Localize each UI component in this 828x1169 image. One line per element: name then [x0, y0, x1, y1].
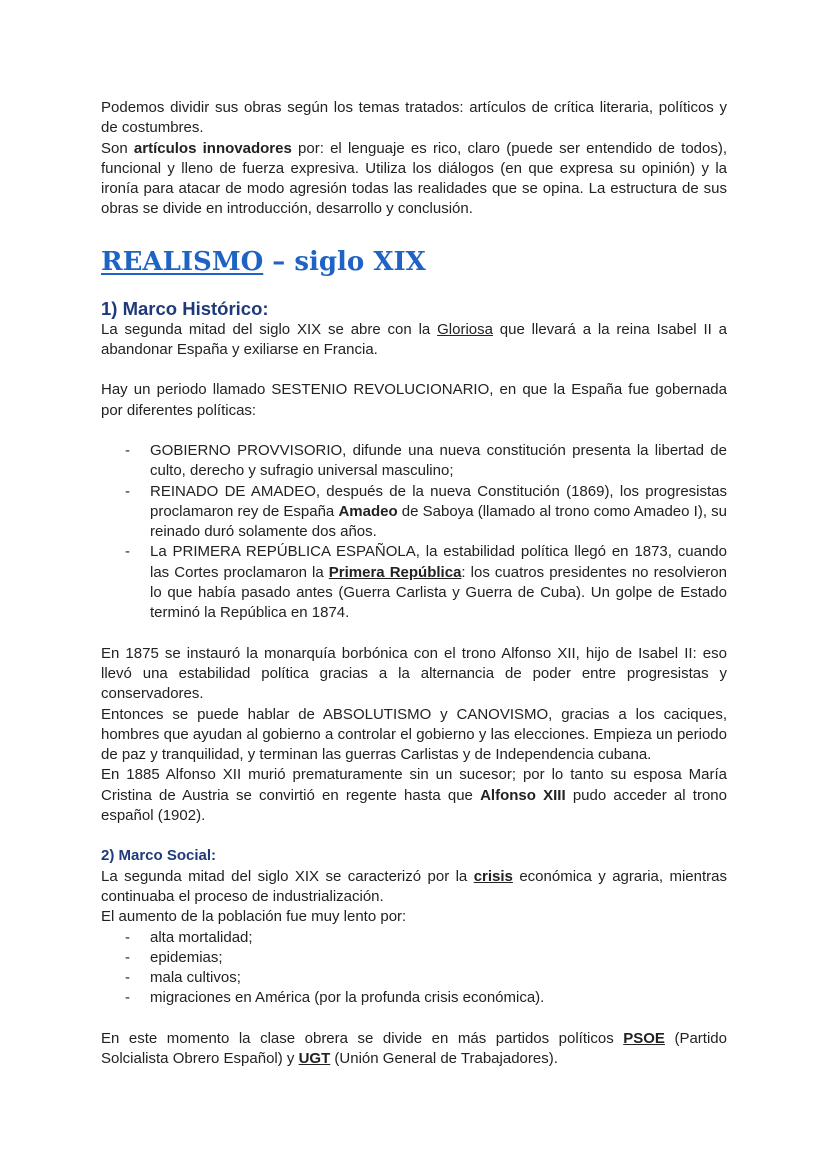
- crisis-link[interactable]: crisis: [473, 867, 513, 885]
- spacer: [101, 624, 727, 644]
- primera-republica-link[interactable]: Primera República: [328, 563, 462, 581]
- social-paragraph-2: El aumento de la población fue muy lento por:: [101, 908, 407, 926]
- ugt-link[interactable]: UGT: [298, 1049, 331, 1067]
- social-list: [101, 928, 727, 1009]
- text-run: (Partido Solcialista Obrero Español) y: [101, 1029, 727, 1067]
- list-item: - migraciones en América (por la profunda crisis económica).: [101, 988, 727, 1008]
- text-run: Son: [101, 139, 134, 157]
- historico-paragraph-1: [101, 320, 727, 361]
- list-item: - alta mortalidad;: [101, 928, 727, 948]
- historico-paragraph-2: Hay un periodo llamado SESTENIO REVOLUCIONARIO, en que la España fue gobernada por diferentes políticas:: [101, 381, 727, 419]
- text-run: de Saboya (llamado al trono como Amadeo I), su reinado duró solamente dos años.: [150, 502, 727, 541]
- bold-text: artículos innovadores: [133, 139, 292, 157]
- list-item: - epidemias;: [101, 948, 727, 968]
- text-run: En este momento la clase obrera se divide en más partidos políticos: [101, 1029, 624, 1047]
- text-run: que llevará a la reina Isabel II a abandonar España y exiliarse en Francia.: [101, 320, 727, 359]
- list-item: - mala cultivos;: [101, 968, 727, 988]
- historico-list: [101, 441, 727, 624]
- list-item: [101, 482, 727, 543]
- historico-paragraph-3: En 1875 se instauró la monarquía borbónica con el trono Alfonso XII, hijo de Isabel II: eso llevó una estabilidad política gracias a la alternancia de poder entre progresistas y conservadores.: [101, 644, 727, 703]
- intro-paragraph-2: [101, 139, 727, 220]
- text-run: REINADO DE AMADEO, después de la nueva Constitución (1869), los progresistas proclamaron rey de España: [150, 482, 727, 520]
- list-item: [101, 542, 727, 623]
- section-title: [101, 242, 727, 282]
- text-run: En 1885 Alfonso XII murió prematuramente sin un sucesor; por lo tanto su esposa María Cristina de Austria se convirtió en regente hasta que: [101, 766, 727, 804]
- spacer: [101, 1009, 727, 1029]
- psoe-link[interactable]: PSOE: [623, 1029, 665, 1047]
- historico-paragraph-4: Entonces se puede hablar de ABSOLUTISMO y CANOVISMO, gracias a los caciques, hombres que ayudan al gobierno a controlar el gobierno y las elecciones. Empieza un periodo de paz y tranquilidad, y terminan las guerras Carlistas y de Independencia cubana.: [101, 705, 727, 764]
- heading-marco-historico: 1) Marco Histórico:: [101, 297, 269, 319]
- text-run: (Unión General de Trabajadores).: [330, 1049, 558, 1067]
- spacer: [101, 421, 727, 441]
- spacer: [101, 826, 727, 846]
- intro-paragraph-1: Podemos dividir sus obras según los temas tratados: artículos de crítica literaria, políticos y de costumbres.: [101, 99, 727, 137]
- text-run: La PRIMERA REPÚBLICA ESPAÑOLA, la estabilidad política llegó en 1873, cuando las Cortes proclamaron la: [150, 543, 727, 581]
- heading-marco-social: 2) Marco Social:: [101, 847, 217, 865]
- document-body: [101, 98, 727, 1069]
- title-link[interactable]: REALISMO: [101, 246, 264, 277]
- bold-text: Amadeo: [338, 502, 398, 520]
- text-run: pudo acceder al trono español (1902).: [101, 786, 727, 825]
- historico-paragraph-5: [101, 765, 727, 826]
- title-rest: – siglo XIX: [263, 246, 426, 277]
- text-run: económica y agraria, mientras continuaba el proceso de industrialización.: [101, 867, 727, 905]
- gloriosa-link[interactable]: Gloriosa: [437, 320, 493, 338]
- text-run: La segunda mitad del siglo XIX se caracterizó por la: [101, 867, 474, 885]
- text-run: La segunda mitad del siglo XIX se abre con la: [101, 320, 438, 338]
- text-run: : los cuatros presidentes no resolvieron lo que había pasado antes (Guerra Carlista y Guerra de Cuba). Un golpe de Estado terminó la República en 1874.: [150, 563, 727, 622]
- list-item: - GOBIERNO PROVVISORIO, difunde una nueva constitución presenta la libertad de culto, derecho y sufragio universal masculino;: [101, 441, 727, 482]
- social-paragraph-3: [101, 1029, 727, 1070]
- text-run: por: el lenguaje es rico, claro (puede ser entendido de todos), funcional y lleno de fuerza expresiva. Utiliza los diálogos (en que expresa su opinión) y la ironía para atacar de modo agresión todas las realidades que se opina. La estructura de sus obras se divide en introducción, desarrollo y conclusión.: [101, 139, 728, 218]
- social-paragraph-1: [101, 867, 727, 908]
- bold-text: Alfonso XIII: [480, 786, 566, 804]
- spacer: [101, 360, 727, 380]
